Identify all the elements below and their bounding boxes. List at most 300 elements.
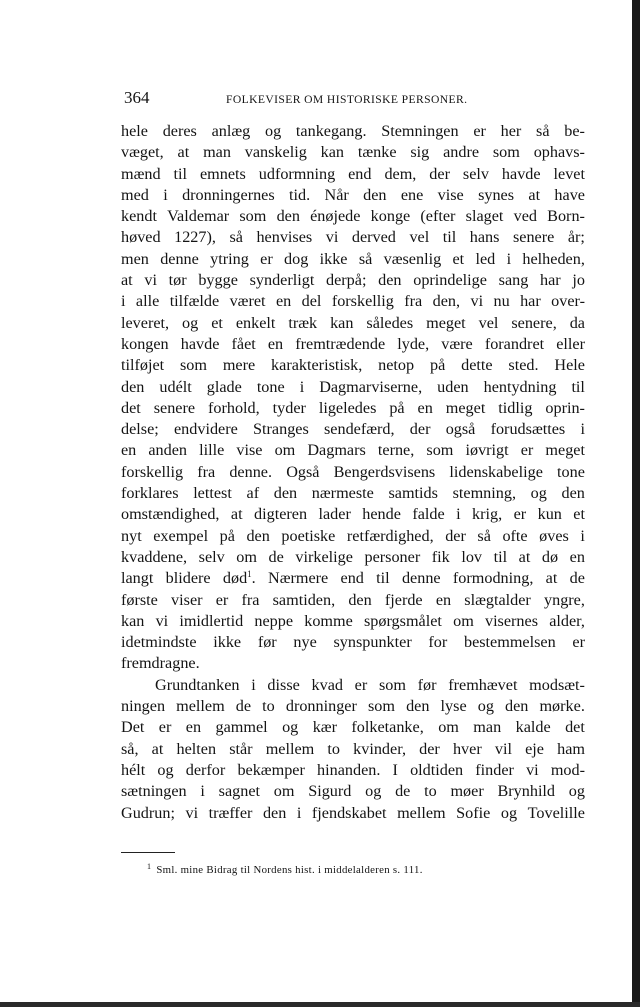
word: lader (318, 505, 351, 524)
word: og (157, 760, 174, 779)
word: den (363, 185, 387, 204)
word: endvidere (173, 420, 238, 439)
word: blidere (165, 569, 211, 588)
word: uden (437, 377, 469, 396)
word: andre (443, 143, 480, 162)
word: er (513, 505, 527, 524)
word: modsæt- (529, 675, 585, 694)
word: omstændighed, (121, 505, 220, 524)
text-line (121, 377, 585, 398)
word: dette (461, 356, 493, 375)
word: en (417, 398, 433, 417)
word: de (268, 547, 284, 566)
word: ningen (121, 697, 166, 716)
word: den (121, 377, 145, 396)
word: dronningernes (182, 185, 275, 204)
word: forskellig (121, 462, 184, 481)
word: om (453, 611, 474, 630)
text-line (121, 206, 585, 227)
word: forklares (121, 484, 179, 503)
word: vi (155, 611, 169, 630)
word: så (229, 228, 243, 247)
word: vi (526, 760, 539, 779)
word: mellem (397, 803, 446, 822)
word: i (163, 185, 168, 204)
word: vanskelig (244, 143, 307, 162)
word: Sigurd (308, 782, 352, 801)
word: derpå; (326, 271, 367, 290)
word: her (500, 122, 522, 140)
word: tilfælde (169, 292, 220, 311)
word: exempel (153, 526, 209, 545)
word: visernes (484, 611, 539, 630)
word: sig (410, 143, 430, 162)
text-line (121, 483, 585, 504)
word: nye (293, 633, 317, 652)
word: derfor (185, 760, 226, 779)
text-line (121, 717, 585, 738)
word: viser (171, 590, 203, 609)
word: kær (312, 718, 337, 737)
scan-edge-right (632, 0, 640, 1007)
text-line (121, 185, 585, 206)
word: som (180, 356, 207, 375)
word: vil (494, 739, 512, 758)
text-line (121, 398, 585, 419)
word: mere (222, 356, 256, 375)
text-line (121, 440, 585, 461)
word: anlæg (211, 122, 251, 140)
word: hver (452, 739, 482, 758)
word: at (177, 143, 190, 162)
word: har (520, 292, 541, 311)
word: Grundtanken (155, 675, 240, 694)
word: der (409, 420, 431, 439)
word: et (452, 249, 465, 268)
word: men (121, 249, 149, 268)
word: udformning (258, 164, 336, 183)
word: samtiden, (272, 590, 336, 609)
word: at (518, 547, 531, 566)
word: Valdemar (167, 207, 230, 226)
text-line (121, 419, 585, 440)
word: dog (284, 249, 309, 268)
word: senere, (511, 313, 557, 332)
word: fik (431, 547, 450, 566)
word: yngre, (544, 590, 585, 609)
text-line (121, 590, 585, 611)
word: den (273, 484, 298, 503)
word: i (456, 505, 461, 524)
word: I (392, 760, 398, 779)
word: henvises (256, 228, 313, 247)
word: den (348, 590, 372, 609)
text-line (121, 249, 585, 270)
footnote-divider (121, 852, 175, 853)
word: om (273, 782, 295, 801)
word: synes (478, 185, 515, 204)
word: meget (545, 441, 585, 460)
word: tør (168, 271, 187, 290)
word: slaget (465, 207, 504, 226)
word: og (282, 718, 299, 737)
word: på (389, 398, 405, 417)
word: bekæmper (237, 760, 305, 779)
text-line (121, 547, 585, 568)
word: på (219, 526, 235, 545)
text-line (121, 803, 585, 824)
word: er (354, 675, 368, 694)
word: Tovelille (527, 803, 585, 822)
word: spørgsmålet (363, 611, 442, 630)
paragraph-1 (121, 121, 585, 675)
word: være (441, 334, 473, 353)
word: neppe (254, 611, 294, 630)
word: havde (501, 164, 541, 183)
word: hentydning (483, 377, 557, 396)
word: tone (557, 462, 585, 481)
word: før (417, 675, 437, 694)
footnote-reference: 1 (247, 569, 252, 580)
paragraph-2 (121, 675, 585, 824)
word: til (376, 569, 390, 588)
word: denne (160, 249, 199, 268)
word: et (211, 313, 223, 332)
word: væsenlig (383, 249, 442, 268)
word: kendt (121, 207, 157, 226)
word: de (235, 697, 252, 716)
word: står (229, 739, 253, 758)
word: en (185, 718, 202, 737)
word: glade (206, 377, 242, 396)
word: der (429, 164, 450, 183)
word: som (378, 675, 406, 694)
word: led (475, 249, 496, 268)
word: del (301, 292, 322, 311)
word: kan (330, 313, 354, 332)
word: er (260, 249, 273, 268)
word: kvad (311, 675, 343, 694)
word: kongen (121, 334, 169, 353)
word: lyde, (397, 334, 430, 353)
word: mellem (176, 697, 225, 716)
word: det (121, 398, 141, 417)
word: og (530, 484, 547, 503)
word: fjerde (384, 590, 423, 609)
word: vi (470, 292, 484, 311)
word: synderligt (249, 271, 315, 290)
word: formodning, (452, 569, 534, 588)
page-number: 364 (124, 88, 150, 107)
word: på (429, 356, 446, 375)
word: også (445, 420, 476, 439)
word: i (580, 526, 585, 545)
word: hende (362, 505, 401, 524)
word: langt (121, 569, 154, 588)
word: lille (199, 441, 225, 460)
word: tilføjet (121, 356, 165, 375)
word: fået (231, 334, 256, 353)
word: det (565, 718, 585, 737)
word: kalde (515, 718, 551, 737)
word: (efter (420, 207, 456, 226)
word: dø (541, 547, 559, 566)
word: møer (450, 782, 484, 801)
word: sendefærd, (324, 420, 395, 439)
word: Når (324, 185, 349, 204)
word: første (121, 590, 158, 609)
word: senere (153, 398, 196, 417)
word: hans (469, 228, 500, 247)
word: netop (378, 356, 415, 375)
word: ene (400, 185, 424, 204)
word: lettest (193, 484, 232, 503)
word: hele (121, 122, 148, 140)
word: og (265, 122, 282, 140)
word: ofte (502, 526, 528, 545)
word: nærmeste (311, 484, 374, 503)
text-line (121, 653, 585, 674)
word: i (299, 377, 305, 396)
word: fra (404, 292, 423, 311)
word: kun (537, 505, 562, 524)
word: at (545, 569, 558, 588)
word: tidlig (498, 398, 533, 417)
word: levet (553, 164, 585, 183)
word: øves (539, 526, 569, 545)
word: vel (478, 313, 499, 332)
word: forhold, (208, 398, 260, 417)
word: Gudrun; (121, 803, 175, 822)
word: Brynhild (497, 782, 556, 801)
word: er (520, 441, 534, 460)
word: alder, (549, 611, 585, 630)
word: helten (176, 739, 217, 758)
word: den (262, 803, 287, 822)
word: den (246, 526, 270, 545)
word: den (505, 697, 529, 716)
word: Sofie (456, 803, 491, 822)
word: bygge (198, 271, 238, 290)
text-line (121, 526, 585, 547)
word: falde (412, 505, 445, 524)
word: om (274, 441, 296, 460)
word: så (536, 122, 550, 140)
word: en (275, 292, 292, 311)
word: og (182, 313, 199, 332)
word: man (473, 718, 502, 737)
word: er (158, 718, 172, 737)
word: at (528, 185, 541, 204)
word: i (121, 292, 126, 311)
word: vi (185, 803, 199, 822)
word: så (477, 526, 491, 545)
word: som (492, 143, 520, 162)
running-title: FOLKEVISER OM HISTORISKE PERSONER. (226, 93, 468, 106)
word: deres (162, 122, 197, 140)
word: med (121, 185, 149, 204)
word: at (151, 739, 164, 758)
text-line (121, 632, 585, 653)
word: end (340, 569, 364, 588)
word: oprindelige (413, 271, 487, 290)
text-line (121, 504, 585, 525)
word: finder (475, 760, 514, 779)
word: for (428, 633, 448, 652)
word: nyt (121, 526, 142, 545)
word: be- (564, 122, 585, 140)
word: gammel (215, 718, 268, 737)
word: et (573, 505, 585, 524)
word: sang (498, 271, 529, 290)
word: ophavs- (533, 143, 585, 162)
word: Dagmarviserne, (319, 377, 423, 396)
word: da (569, 313, 585, 332)
word: delse; (121, 420, 159, 439)
word: sætningen (121, 782, 187, 801)
word: kvinder, (353, 739, 406, 758)
word: ikke (319, 249, 348, 268)
word: samtids (388, 484, 438, 503)
word: som (239, 207, 267, 226)
word: ham (557, 739, 585, 758)
body-text (121, 121, 585, 824)
word: man (203, 143, 231, 162)
word: den (276, 207, 300, 226)
word: emnets (199, 164, 246, 183)
text-line (121, 781, 585, 802)
word: iøvrigt (465, 441, 509, 460)
word: vi (144, 271, 157, 290)
word: sted. (508, 356, 539, 375)
word: i (506, 249, 512, 268)
word: Stranges (253, 420, 309, 439)
word: ytring (210, 249, 249, 268)
word: træk (288, 313, 318, 332)
word: selv (462, 164, 489, 183)
word: fjendskabet (311, 803, 387, 822)
footnote-marker: 1 (147, 862, 152, 871)
word: vise (236, 441, 263, 460)
word: derved (351, 228, 396, 247)
word: lyse (440, 697, 467, 716)
word: den (378, 271, 402, 290)
word: tankegang. (295, 122, 367, 140)
word: der (419, 739, 440, 758)
word: folketanke, (351, 718, 424, 737)
word: Nærmere (268, 569, 329, 588)
word: i (251, 675, 256, 694)
word: dronninger (285, 697, 357, 716)
word: bestemmelsen (463, 633, 556, 652)
word: og (568, 782, 585, 801)
word: år; (567, 228, 585, 247)
word: om (438, 718, 459, 737)
word: end (348, 164, 372, 183)
word: lidenskabelige (449, 462, 543, 481)
word: den (406, 697, 430, 716)
word: til (173, 164, 188, 183)
word: konge (370, 207, 411, 226)
word: før (257, 633, 277, 652)
word: jo (572, 271, 585, 290)
text-line (121, 227, 585, 248)
word: så (358, 249, 373, 268)
word: de (395, 782, 411, 801)
text-line (121, 291, 585, 312)
word: over- (551, 292, 585, 311)
word: denne. (229, 462, 273, 481)
word: forskellig (331, 292, 394, 311)
word: væget, (121, 143, 164, 162)
word: tyder (272, 398, 306, 417)
word: kvaddene, (121, 547, 188, 566)
word: personer (364, 547, 421, 566)
word: imidlertid (179, 611, 244, 630)
word: mod- (550, 760, 585, 779)
word: ved (513, 207, 537, 226)
word: meget (426, 313, 466, 332)
word: terne, (377, 441, 415, 460)
word: synspunkter (333, 633, 412, 652)
word: i (200, 782, 205, 801)
text-line (121, 739, 585, 760)
word: vise (437, 185, 464, 204)
word: tid. (289, 185, 311, 204)
word: en (569, 547, 585, 566)
word: død$^1$. (222, 569, 256, 588)
word: stemning, (452, 484, 517, 503)
word: mellem (265, 739, 315, 758)
word: 1227), (174, 228, 216, 247)
word: leveret, (121, 313, 170, 332)
word: ikke (213, 633, 242, 652)
word: kan (320, 143, 345, 162)
word: komme (304, 611, 353, 630)
word: virkelige (295, 547, 353, 566)
word: en (435, 590, 452, 609)
scan-edge-bottom (0, 1002, 640, 1007)
word: er (215, 590, 229, 609)
word: i (296, 803, 302, 822)
word: og (365, 782, 382, 801)
word: sagnet (218, 782, 261, 801)
word: kan (121, 611, 145, 630)
word: forandret (484, 334, 545, 353)
word: i (580, 420, 585, 439)
text-line (121, 675, 585, 696)
text-line (121, 760, 585, 781)
word: som (367, 697, 395, 716)
text-line (121, 334, 585, 355)
word: er (572, 633, 585, 652)
word: to (327, 739, 340, 758)
word: Bengerdsvisens (333, 462, 436, 481)
word: oldtiden (410, 760, 464, 779)
word: og (500, 803, 518, 822)
word: har (540, 271, 561, 290)
word: således (366, 313, 414, 332)
word: hinanden. (317, 760, 381, 779)
word: Det (121, 718, 145, 737)
word: en (267, 334, 284, 353)
word: havde (180, 334, 220, 353)
word: vel (409, 228, 430, 247)
word: Stemningen (381, 122, 459, 140)
word: tone (256, 377, 285, 396)
word: anden (148, 441, 188, 460)
word: at (121, 271, 133, 290)
